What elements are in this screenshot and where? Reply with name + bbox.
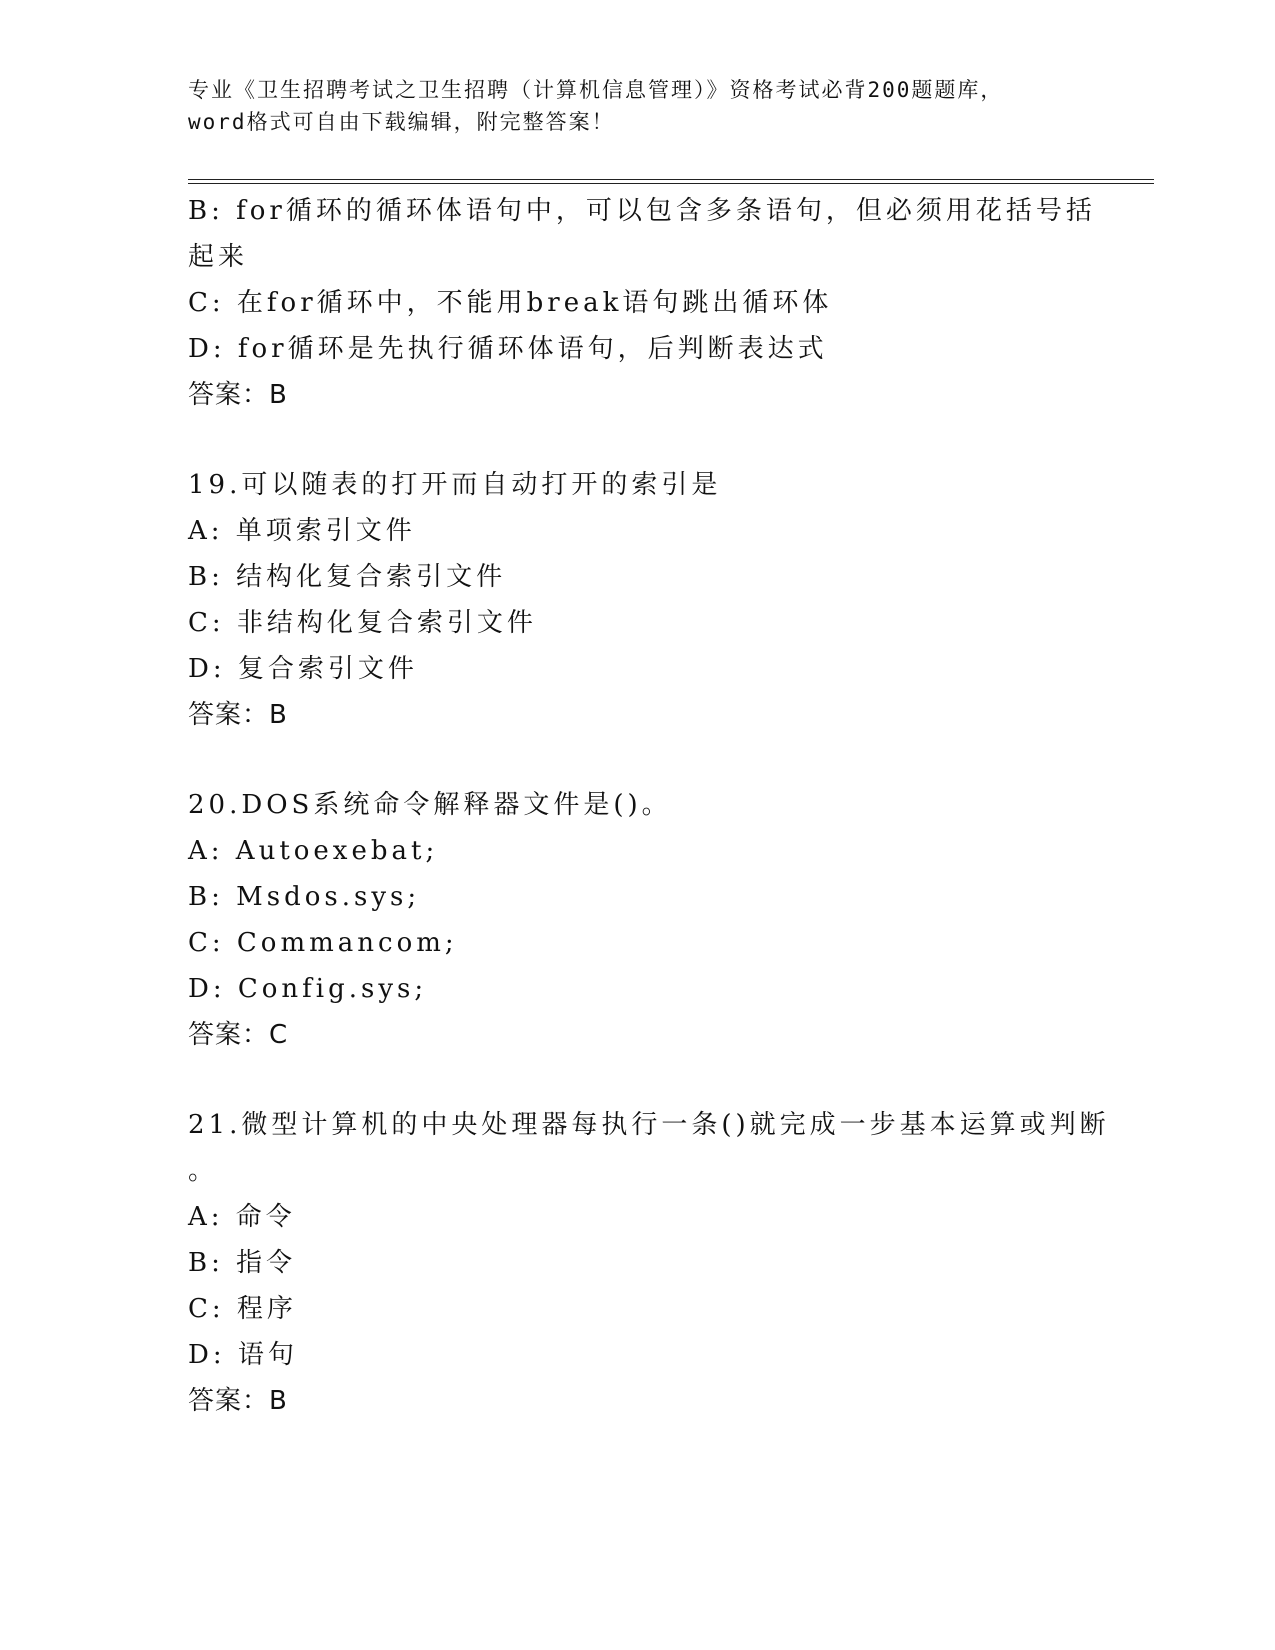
header-title-line-1: 专业《卫生招聘考试之卫生招聘（计算机信息管理）》资格考试必背200题题库， — [188, 78, 1004, 102]
answer-line: 答案：C — [188, 1020, 289, 1050]
option-b: B: for循环的循环体语句中，可以包含多条语句，但必须用花括号括 — [188, 196, 1096, 226]
option-d: D: Config.sys; — [188, 974, 428, 1004]
option-b-continued: 起来 — [188, 242, 249, 272]
option-c: C: 在for循环中，不能用break语句跳出循环体 — [188, 288, 833, 318]
option-d: D: for循环是先执行循环体语句，后判断表达式 — [188, 334, 828, 364]
option-d: D: 语句 — [188, 1340, 298, 1370]
option-c: C: Commancom; — [188, 928, 458, 958]
question-fragment — [188, 188, 1096, 418]
answer-line: 答案：B — [188, 380, 288, 410]
option-d: D: 复合索引文件 — [188, 654, 418, 684]
document-header — [188, 74, 1088, 138]
option-b: B: 结构化复合索引文件 — [188, 562, 507, 592]
option-a: A: 命令 — [188, 1202, 296, 1232]
answer-line: 答案：B — [188, 700, 288, 730]
option-b: B: Msdos.sys; — [188, 882, 421, 912]
option-c: C: 程序 — [188, 1294, 297, 1324]
option-c: C: 非结构化复合索引文件 — [188, 608, 537, 638]
header-title-line-2: word格式可自由下载编辑，附完整答案！ — [188, 110, 615, 134]
header-divider — [188, 179, 1154, 184]
question-19 — [188, 462, 1088, 738]
answer-line: 答案：B — [188, 1386, 288, 1416]
question-list — [188, 188, 1110, 1424]
question-stem: 20.DOS系统命令解释器文件是()。 — [188, 790, 672, 820]
question-stem: 19.可以随表的打开而自动打开的索引是 — [188, 470, 722, 500]
question-21 — [188, 1102, 1110, 1424]
question-20 — [188, 782, 1088, 1058]
option-a: A: Autoexebat; — [188, 836, 439, 866]
question-stem-continued: 。 — [188, 1156, 219, 1186]
question-stem: 21.微型计算机的中央处理器每执行一条()就完成一步基本运算或判断 — [188, 1110, 1110, 1140]
option-a: A: 单项索引文件 — [188, 516, 416, 546]
option-b: B: 指令 — [188, 1248, 297, 1278]
